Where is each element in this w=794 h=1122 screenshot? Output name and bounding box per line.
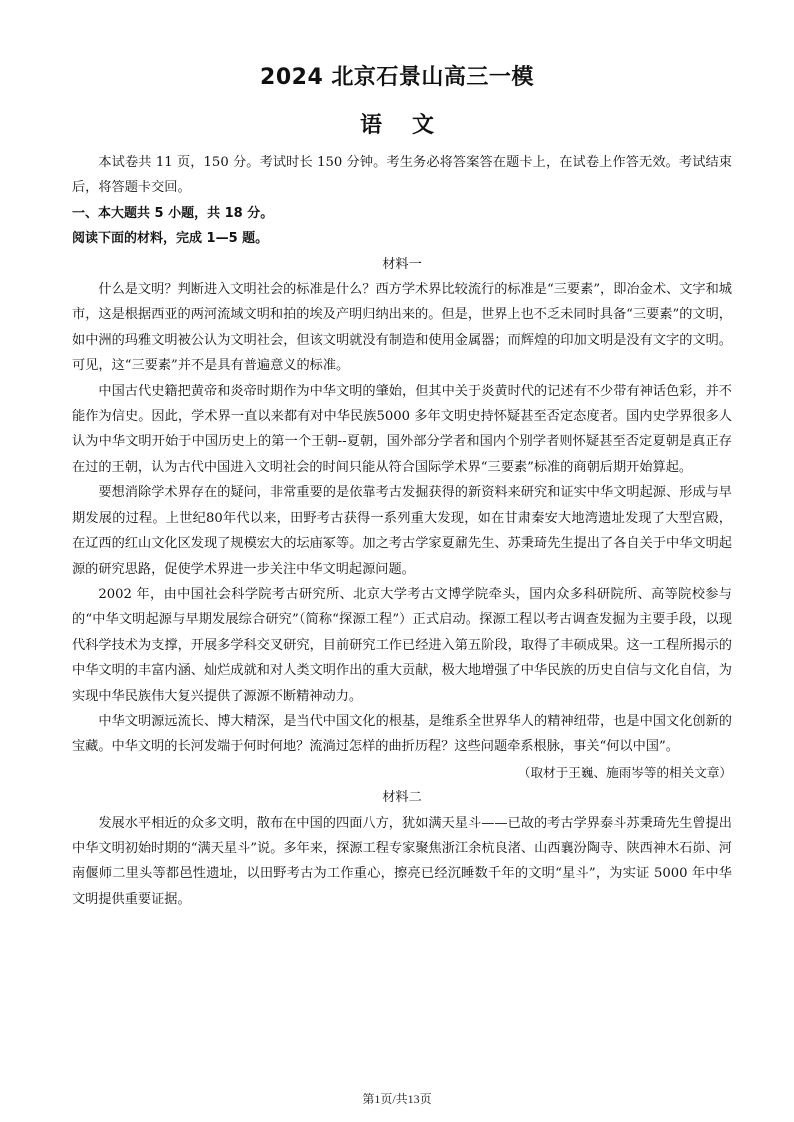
subject-title: 语文 — [359, 113, 464, 138]
section-instruction: 阅读下面的材料，完成 1—5 题。 — [72, 231, 269, 247]
material1-label: 材料一 — [382, 256, 422, 272]
material2-label: 材料二 — [382, 790, 422, 806]
material1-source: （取材于王巍、施雨岑等的相关文章） — [517, 764, 732, 780]
material1-paragraph: 什么是文明？判断进入文明社会的标准是什么？西方学术界比较流行的标准是“三要素”，即冶金术、文字和城市，这是根据西亚的两河流域文明和拍的埃及产明归纳出来的。但是，世界上也不乏未同时具备“三要素”的文明，如中洲的玛雅文明被公认为文明社会，但该文明就没有制造和使用金属器；而辉煌的印加文明是没有文字的文明。可见，这“三要素”并不是具有普遍意义的标准。 — [72, 282, 732, 374]
material1-paragraph: 要想消除学术界存在的疑问，非常重要的是依靠考古发掘获得的新资料来研究和证实中华文明起源、形成与早期发展的过程。上世纪80年代以来，田野考古获得一系列重大发现，如在甘肃秦安大地湾遗址发现了大型宫殿，在辽西的红山文化区发现了规模宏大的坛庙冢等。加之考古学家夏鼐先生、苏秉琦先生提出了各自关于中华文明起源的研究思路，促使学术界进一步关注中华文明起源问题。 — [72, 485, 732, 577]
section-heading: 一、本大题共 5 小题，共 18 分。 — [72, 205, 274, 221]
material1-paragraph: 中国古代史籍把黄帝和炎帝时期作为中华文明的肇始，但其中关于炎黄时代的记述有不少带有神话色彩，并不能作为信史。因此，学术界一直以来都有对中华民族5000 多年文明史持怀疑甚至否定态度者。国内史学界很多人认为中华文明开始于中国历史上的第一个王朝--夏朝，国外部分学者和国内个别学者则怀疑甚至否定夏朝是真正存在过的王朝，认为古代中国进入文明社会的时间只能从符合国际学术界“三要素”标准的商朝后期开始算起。 — [72, 383, 732, 475]
exam-body — [72, 150, 732, 912]
material1-paragraph: 中华文明源远流长、博大精深，是当代中国文化的根基，是维系全世界华人的精神纽带，也是中国文化创新的宝藏。中华文明的长河发端于何时何地？流淌过怎样的曲折历程？这些问题牵系根脉，事关“何以中国”。 — [72, 713, 732, 755]
material2-paragraph: 发展水平相近的众多文明，散布在中国的四面八方，犹如满天星斗——已故的考古学界泰斗苏秉琦先生曾提出中华文明初始时期的“满天星斗”说。多年来，探源工程专家聚焦浙江余杭良渚、山西襄汾陶寺、陕西神木石峁、河南偃师二里头等都邑性遗址，以田野考古为工作重心，擦亮已经沉睡数千年的文明“星斗”，为实证 5000 年中华文明提供重要证据。 — [72, 815, 732, 907]
material1-paragraph: 2002 年，由中国社会科学院考古研究所、北京大学考古文博学院牵头，国内众多科研院所、高等院校参与的“中华文明起源与早期发展综合研究”（简称“探源工程”）正式启动。探源工程以考古调查发掘为主要手段，以现代科学技术为支撑，开展多学科交叉研究，目前研究工作已经进入第五阶段，取得了丰硕成果。这一工程所揭示的中华文明的丰富内涵、灿烂成就和对人类文明作出的重大贡献，极大地增强了中华民族的历史自信与文化自信，为实现中华民族伟大复兴提供了源源不断精神动力。 — [72, 586, 732, 704]
page-indicator: 第1页/共13页 — [362, 1092, 432, 1106]
intro-paragraph: 本试卷共 11 页，150 分。考试时长 150 分钟。考生务必将答案答在题卡上，在试卷上作答无效。考试结束后，将答题卡交回。 — [72, 155, 732, 196]
exam-title: 2024 北京石景山高三一模 — [260, 65, 534, 90]
